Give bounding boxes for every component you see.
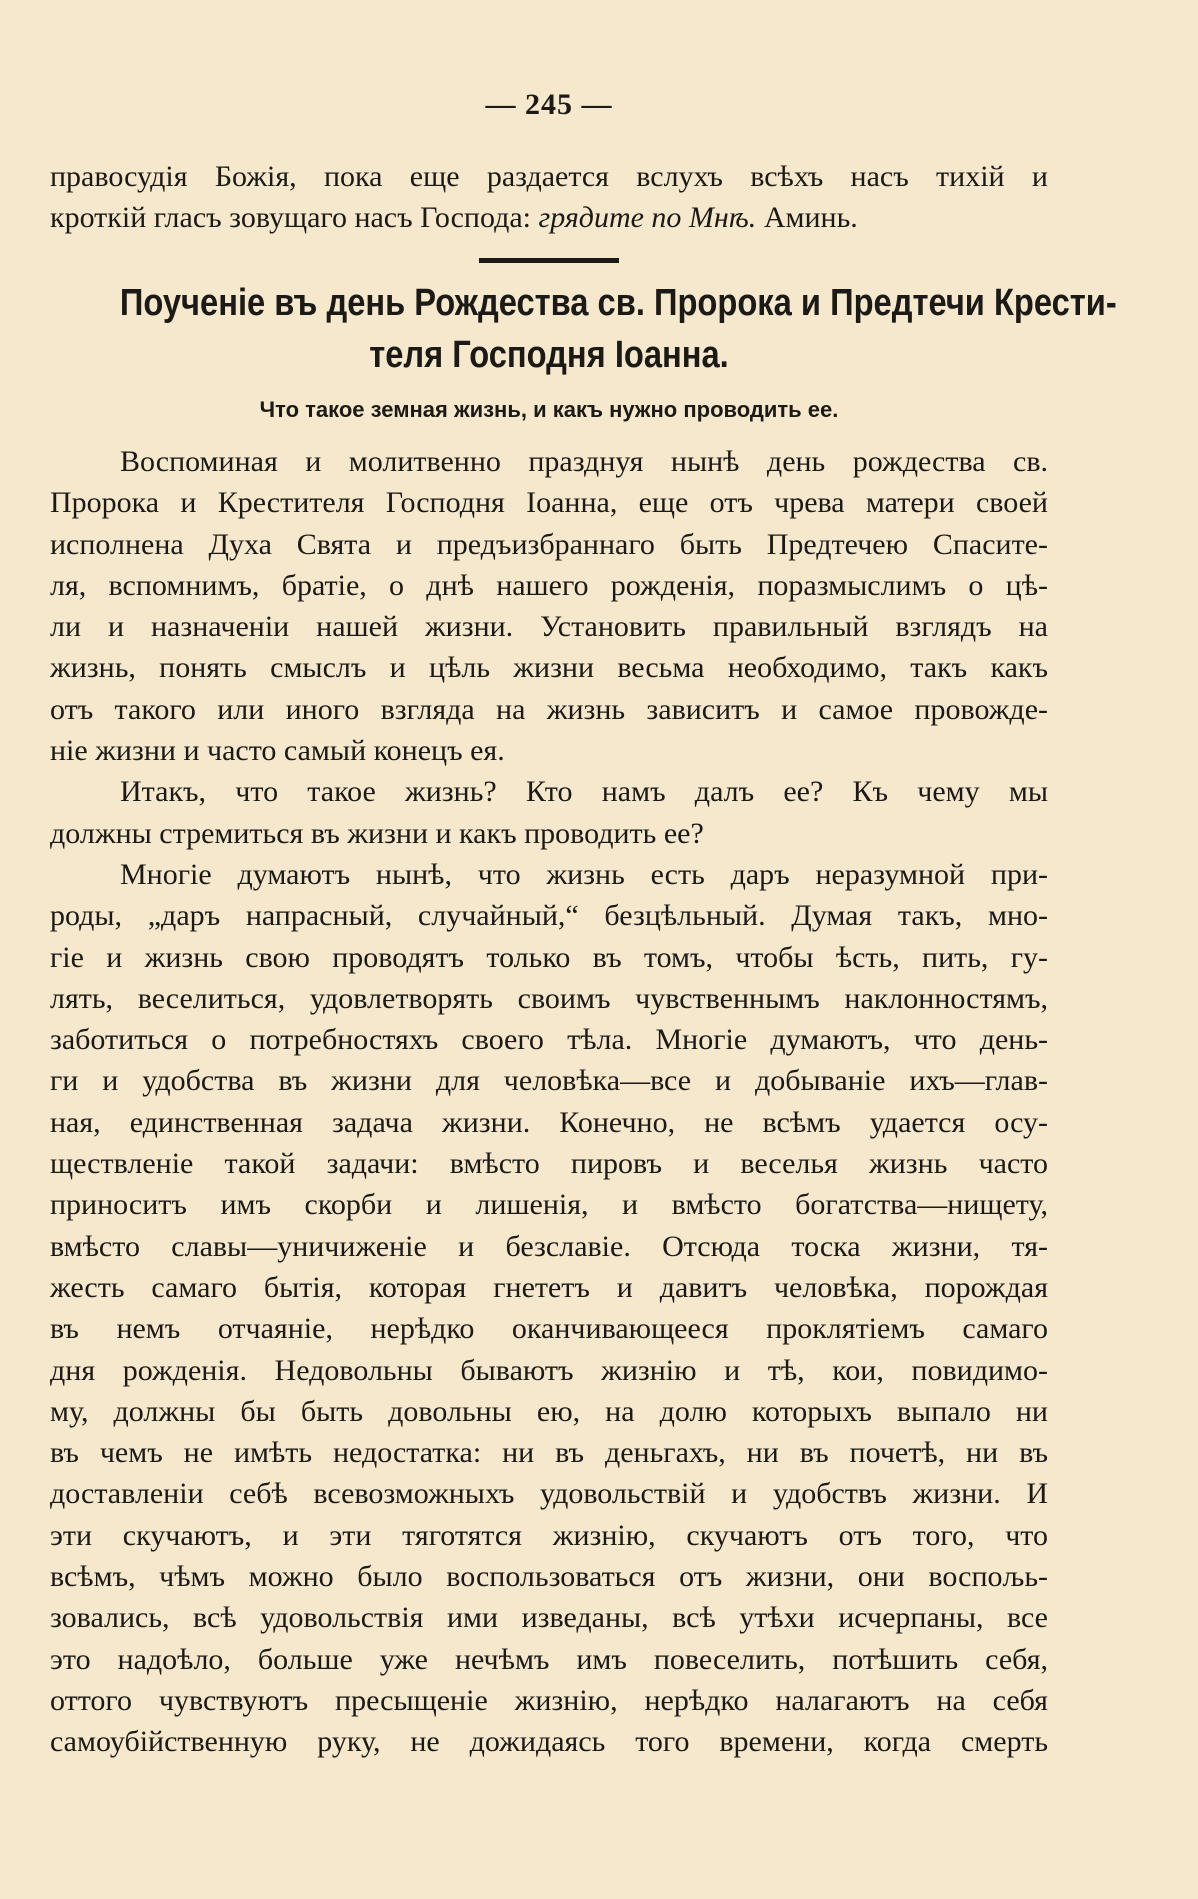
text-line: заботиться о потребностяхъ своего тѣла. Многіе думаютъ, что день- xyxy=(50,1023,1048,1057)
article-body xyxy=(50,441,1048,1763)
text-line: ли и назначеніи нашей жизни. Установить правильный взглядъ на xyxy=(50,610,1048,644)
text-line: ществленіе такой задачи: вмѣсто пировъ и веселья жизнь часто xyxy=(50,1147,1048,1181)
text-line: вмѣсто славы—уничиженіе и безславіе. Отсюда тоска жизни, тя- xyxy=(50,1229,1048,1263)
title-line: теля Господня Іоанна. xyxy=(369,334,729,376)
text-line: ная, единственная задача жизни. Конечно, не всѣмъ удается осу- xyxy=(50,1105,1048,1139)
text-line: отъ такого или иного взгляда на жизнь зависитъ и самое провожде- xyxy=(50,692,1048,726)
text-line: ля, вспомнимъ, братіе, о днѣ нашего рожденія, поразмыслимъ о цѣ- xyxy=(50,568,1048,602)
page-number: — 245 — xyxy=(485,88,613,121)
closing-word: Аминь. xyxy=(763,201,858,234)
text-line: Воспоминая и молитвенно празднуя нынѣ день рождества св. xyxy=(120,445,1048,478)
scripture-quote: грядите по Мнѣ. xyxy=(538,201,757,234)
text-line: эти скучаютъ, и эти тяготятся жизнію, скучаютъ отъ того, что xyxy=(50,1518,1048,1552)
title-line: Поученіе въ день Рождества св. Пророка и Предтечи Крести- xyxy=(119,282,1117,324)
text-line: ніе жизни и часто самый конецъ ея. xyxy=(50,734,505,768)
text-line: всѣмъ, чѣмъ можно было воспользоваться отъ жизни, они воспољь- xyxy=(50,1560,1048,1594)
text-line: ги и удобства въ жизни для человѣка—все и добываніе ихъ—глав- xyxy=(50,1064,1048,1098)
text-line: доставленіи себѣ всевозможныхъ удовольствій и удобствъ жизни. И xyxy=(50,1477,1048,1511)
text-line: роды, „даръ напрасный, случайный,“ безцѣльный. Думая такъ, мно- xyxy=(50,899,1048,933)
text-line: му, должны бы быть довольны ею, на долю которыхъ выпало ни xyxy=(50,1394,1048,1428)
text-line: Итакъ, что такое жизнь? Кто намъ далъ ее? Къ чему мы xyxy=(120,775,1048,809)
text-line: правосудія Божія, пока еще раздается вслухъ всѣхъ насъ тихій и xyxy=(50,160,1048,193)
text-line: исполнена Духа Свята и предъизбраннаго быть Предтечею Спасите- xyxy=(50,527,1048,561)
text-line xyxy=(50,197,1048,238)
text-line: это надоѣло, больше уже нечѣмъ имъ повеселить, потѣшить себя, xyxy=(50,1642,1048,1676)
text-line: приноситъ имъ скорби и лишенія, и вмѣсто богатства—нищету, xyxy=(50,1188,1048,1222)
text-line: зовались, всѣ удовольствія ими изведаны, всѣ утѣхи исчерпаны, все xyxy=(50,1601,1048,1635)
text-line: гіе и жизнь свою проводятъ только въ томъ, чтобы ѣсть, пить, гу- xyxy=(50,940,1048,974)
previous-section-ending xyxy=(50,156,1048,238)
article-subtitle: Что такое земная жизнь, и какъ нужно проводить ее. xyxy=(259,397,839,422)
section-divider xyxy=(479,258,619,263)
text-line: жизнь, понять смыслъ и цѣль жизни весьма необходимо, такъ какъ xyxy=(50,651,1048,685)
text-line: самоубійственную руку, не дожидаясь того времени, когда смерть xyxy=(50,1725,1048,1759)
text-line: въ чемъ не имѣть недостатка: ни въ деньгахъ, ни въ почетѣ, ни въ xyxy=(50,1436,1048,1470)
article-title xyxy=(119,277,1117,381)
text-fragment: кроткій гласъ зовущаго насъ Господа: xyxy=(50,201,532,234)
text-line: въ немъ отчаяніе, нерѣдко оканчивающееся проклятіемъ самаго xyxy=(50,1312,1048,1346)
text-line: Многіе думаютъ нынѣ, что жизнь есть даръ неразумной при- xyxy=(120,857,1048,891)
text-line: оттого чувствуютъ пресыщеніе жизнію, нерѣдко налагаютъ на себя xyxy=(50,1683,1048,1717)
text-line: должны стремиться въ жизни и какъ проводить ее? xyxy=(50,816,704,850)
document-page xyxy=(50,84,1117,1763)
text-line: Пророка и Крестителя Господня Іоанна, еще отъ чрева матери своей xyxy=(50,486,1048,520)
text-line: лять, веселиться, удовлетворять своимъ чувственнымъ наклонностямъ, xyxy=(50,981,1048,1015)
text-line: дня рожденія. Недовольны бываютъ жизнію и тѣ, кои, повидимо- xyxy=(50,1353,1048,1387)
text-line: жесть самаго бытія, которая гнететъ и давитъ человѣка, порождая xyxy=(50,1270,1048,1304)
